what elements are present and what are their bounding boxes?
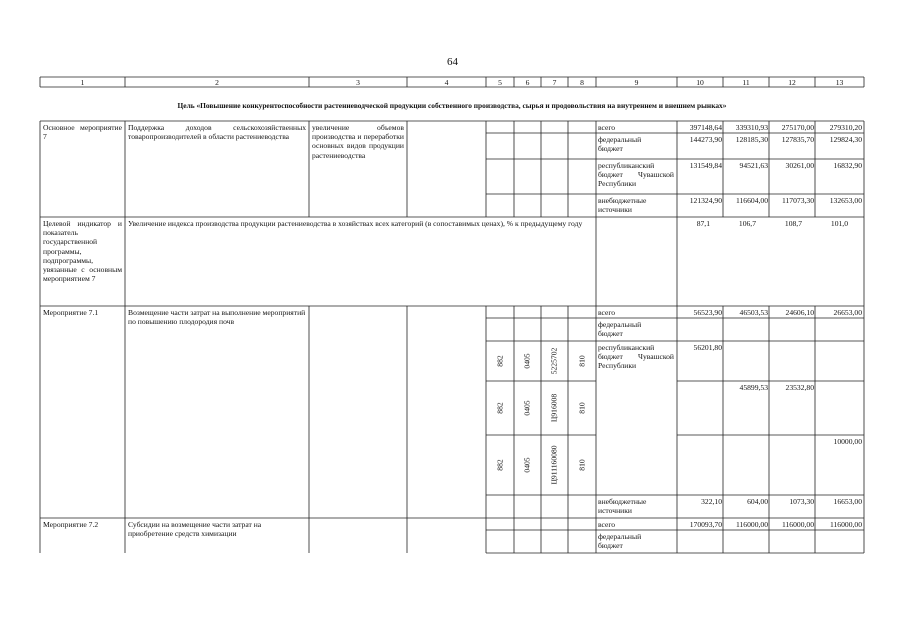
header-col-13: 13: [835, 78, 844, 87]
indicator-description: Увеличение индекса производства продукции растениеводства в хозяйствах всех категорий (в сопоставимых ценах), % к предыдущему году: [128, 219, 583, 228]
b71-code2-c7: Ц916008: [549, 393, 559, 423]
b7-republic-v10: 131549,84: [689, 161, 722, 170]
b7-extra-v13: 132653,00: [829, 196, 862, 205]
main-activity-7-result: увеличение объемов производства и переработки основных видов продукции растениеводства: [312, 123, 404, 160]
b7-extra-v11: 116604,00: [736, 196, 768, 205]
indicator-v13: 101,0: [830, 219, 848, 228]
b71-code3-c7: Ц911160080: [549, 445, 559, 485]
b71-source-total: всего: [598, 308, 616, 317]
b72-total-v12: 116000,00: [782, 520, 814, 529]
b71-code3-v13: 10000,00: [833, 437, 862, 446]
b71-total-v10: 56523,90: [693, 308, 722, 317]
b71-code1-c8: 810: [577, 355, 587, 367]
b71-extra-v11: 604,00: [747, 497, 768, 506]
page-number: 64: [447, 56, 458, 68]
b71-code2-c8: 810: [577, 402, 587, 414]
b71-code1-c6: 0405: [522, 353, 532, 369]
b7-republic-v13: 16832,90: [833, 161, 862, 170]
b7-federal-v10: 144273,90: [689, 135, 722, 144]
b71-total-v12: 24606,10: [785, 308, 814, 317]
b72-source-federal: федеральный бюджет: [598, 532, 642, 551]
b71-total-v13: 26653,00: [833, 308, 862, 317]
header-col-2: 2: [215, 78, 219, 87]
b7-total-v13: 279310,20: [829, 123, 862, 132]
b7-federal-v13: 129824,30: [829, 135, 862, 144]
b71-extra-v12: 1073,30: [789, 497, 814, 506]
b71-extra-v13: 16653,00: [833, 497, 862, 506]
b7-extra-v10: 121324,90: [689, 196, 722, 205]
header-col-7: 7: [552, 78, 557, 87]
b71-code1-c7: 5225702: [549, 347, 559, 375]
b71-code3-c8: 810: [577, 459, 587, 471]
main-activity-7-name: Основное мероприятие 7: [43, 123, 122, 142]
b71-extra-v10: 322,10: [701, 497, 722, 506]
b71-code1-v10: 56201,80: [693, 343, 722, 352]
b71-code2-v11: 45899,53: [739, 383, 768, 392]
activity-7-1-name: Мероприятие 7.1: [43, 308, 99, 317]
header-col-5: 5: [498, 78, 502, 87]
b71-code2-v12: 23532,80: [785, 383, 814, 392]
b71-code3-c6: 0405: [522, 457, 532, 473]
b71-total-v11: 46503,53: [739, 308, 768, 317]
b71-code3-c5: 882: [495, 459, 505, 471]
b72-total-v13: 116000,00: [830, 520, 862, 529]
header-col-1: 1: [80, 78, 85, 87]
header-col-8: 8: [580, 78, 584, 87]
goal-title: Цель «Повышение конкурентоспособности растениеводческой продукции собственного производства, сырья и продовольствия на внутреннем и внешнем рынках»: [177, 101, 727, 110]
b7-total-v11: 339310,93: [735, 123, 768, 132]
b7-extra-v12: 117073,30: [782, 196, 814, 205]
b7-source-republic: республиканский бюджет Чувашской Республики: [598, 161, 674, 189]
b72-total-v10: 170093,70: [689, 520, 722, 529]
header-col-10: 10: [696, 78, 704, 87]
header-col-6: 6: [525, 78, 530, 87]
b7-source-federal: федеральный бюджет: [598, 135, 642, 154]
b7-federal-v12: 127835,70: [781, 135, 814, 144]
main-activity-7-description: Поддержка доходов сельскохозяйственных товаропроизводителей в области растениеводства: [128, 123, 306, 142]
b72-total-v11: 116000,00: [736, 520, 768, 529]
indicator-v12: 108,7: [784, 219, 802, 228]
b71-source-extra: внебюджетные источники: [598, 497, 647, 516]
b7-republic-v12: 30261,00: [785, 161, 814, 170]
indicator-name: Целевой индикатор и показатель государственной программы, подпрограммы, увязанные с основным мероприятием 7: [43, 219, 122, 284]
activity-7-2-name: Мероприятие 7.2: [43, 520, 99, 529]
indicator-v10: 87,1: [696, 219, 710, 228]
b7-total-v10: 397148,64: [689, 123, 722, 132]
b72-source-total: всего: [598, 520, 616, 529]
header-col-4: 4: [444, 78, 449, 87]
b7-total-v12: 275170,00: [781, 123, 814, 132]
activity-7-1-description: Возмещение части затрат на выполнение мероприятий по повышению плодородия почв: [128, 308, 306, 327]
header-col-3: 3: [356, 78, 360, 87]
b7-federal-v11: 128185,30: [735, 135, 768, 144]
b71-code2-c5: 882: [495, 402, 505, 414]
header-col-12: 12: [788, 78, 796, 87]
header-col-11: 11: [742, 78, 750, 87]
b71-source-federal: федеральный бюджет: [598, 320, 642, 339]
b7-source-extra: внебюджетные источники: [598, 196, 647, 215]
b71-code1-c5: 882: [495, 355, 505, 367]
header-col-9: 9: [634, 78, 639, 87]
b71-code2-c6: 0405: [522, 400, 532, 416]
b7-source-total: всего: [598, 123, 616, 132]
indicator-v11: 106,7: [738, 219, 756, 228]
b7-republic-v11: 94521,63: [739, 161, 768, 170]
activity-7-2-description: Субсидии на возмещение части затрат на приобретение средств химизации: [128, 520, 262, 539]
b71-source-republic: республиканский бюджет Чувашской Республики: [598, 343, 674, 371]
